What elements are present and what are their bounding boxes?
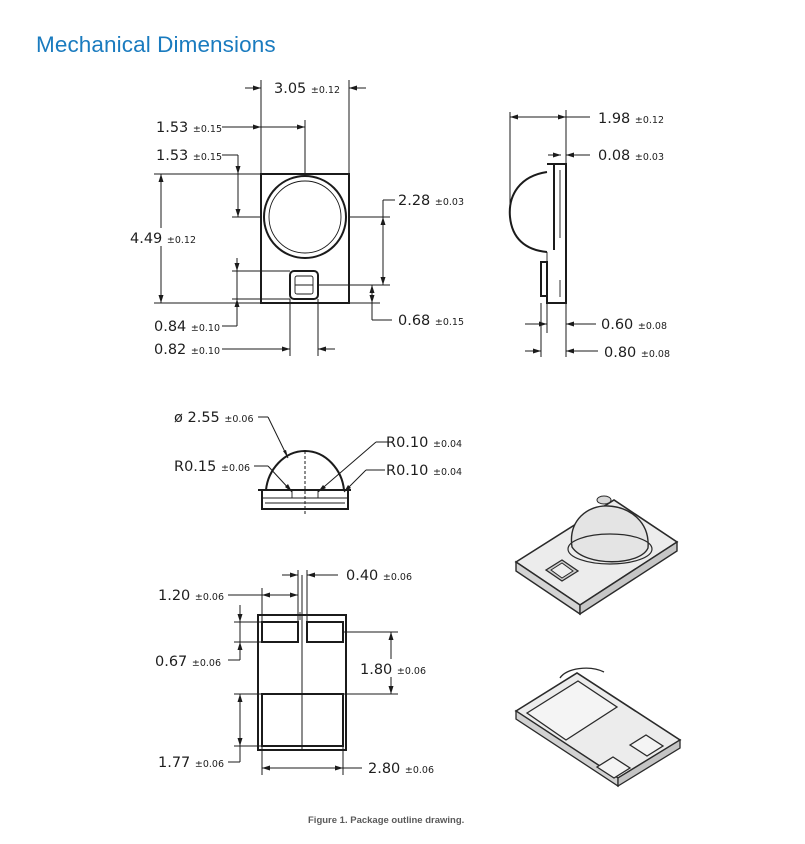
dim-radius-left: R0.15 ±0.06 xyxy=(174,459,251,475)
side-view xyxy=(510,110,670,361)
top-view xyxy=(127,80,464,358)
front-view xyxy=(174,410,462,515)
page-title: Mechanical Dimensions xyxy=(36,32,276,57)
dim-pad-gap: 0.40 ±0.06 xyxy=(346,568,413,584)
dim-top-offset-a: 1.53 ±0.15 xyxy=(156,120,223,136)
dim-top-width: 3.05 ±0.12 xyxy=(274,81,341,97)
dim-cathode-height: 0.84 ±0.10 xyxy=(154,319,221,335)
pad-small-left xyxy=(262,622,298,642)
pad-small-right xyxy=(307,622,343,642)
dim-side-total: 0.80 ±0.08 xyxy=(604,345,671,361)
dim-radius-right-bot: R0.10 ±0.04 xyxy=(386,463,463,479)
dim-lens-diameter: ø 2.55 ±0.06 xyxy=(174,410,254,426)
figure-caption: Figure 1. Package outline drawing. xyxy=(308,815,465,826)
side-view-lens xyxy=(510,172,547,252)
dim-top-offset-b: 1.53 ±0.15 xyxy=(156,148,223,164)
dim-cathode-bottom: 0.68 ±0.15 xyxy=(398,313,465,329)
dim-cathode-width: 0.82 ±0.10 xyxy=(154,342,221,358)
dim-side-step: 0.08 ±0.03 xyxy=(598,148,665,164)
dim-pad-small-h: 0.67 ±0.06 xyxy=(155,654,222,670)
top-view-lens xyxy=(264,176,346,258)
isometric-top-view xyxy=(516,496,677,614)
dim-pad-large-h: 1.77 ±0.06 xyxy=(158,755,225,771)
dim-pad-large-w: 2.80 ±0.06 xyxy=(368,761,435,777)
dim-side-body: 0.60 ±0.08 xyxy=(601,317,668,333)
dim-radius-right-top: R0.10 ±0.04 xyxy=(386,435,463,451)
dim-pad-small-w: 1.20 ±0.06 xyxy=(158,588,225,604)
bottom-view xyxy=(155,568,434,777)
dim-side-height: 1.98 ±0.12 xyxy=(598,111,665,127)
isometric-bottom-view xyxy=(516,668,680,786)
dim-pad-spacing: 1.80 ±0.06 xyxy=(360,662,427,678)
dim-top-height: 4.49 ±0.12 xyxy=(130,231,197,247)
top-view-body-outline xyxy=(261,174,349,303)
dim-lens-offset: 2.28 ±0.03 xyxy=(398,193,465,209)
